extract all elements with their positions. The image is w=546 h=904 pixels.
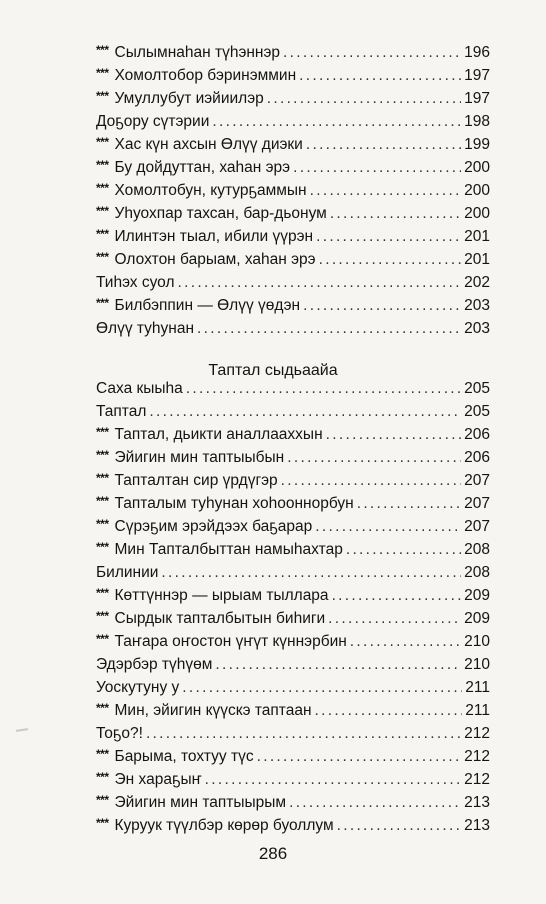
dot-leader (283, 42, 461, 64)
dot-leader (332, 585, 462, 607)
toc-entry (96, 401, 490, 423)
toc-entry (96, 226, 490, 248)
entry-title: Тапталтан сир үрдүгэр (114, 472, 278, 489)
entry-page-number: 210 (464, 633, 490, 650)
entry-stars: *** (96, 66, 109, 80)
dot-leader (299, 65, 461, 87)
entry-title: Умуллубут иэйиилэр (114, 90, 264, 107)
toc-entry (96, 516, 490, 538)
dot-leader (315, 700, 463, 722)
entry-stars: *** (96, 770, 109, 784)
toc-entry (96, 677, 490, 699)
entry-page-number: 198 (464, 113, 490, 130)
entry-stars: *** (96, 296, 109, 310)
toc-entry (96, 424, 490, 446)
entry-page-number: 209 (464, 587, 490, 604)
entry-page-number: 199 (464, 136, 490, 153)
entry-page-number: 210 (464, 656, 490, 673)
entry-stars: *** (96, 816, 109, 830)
entry-title: Эдэрбэр түһүөм (96, 656, 213, 673)
entry-page-number: 211 (465, 679, 490, 696)
entry-page-number: 206 (464, 426, 490, 443)
entry-title: Эйигин мин таптыырым (114, 794, 287, 811)
dot-leader (215, 654, 461, 676)
entry-page-number: 203 (464, 297, 490, 314)
toc-entry (96, 815, 490, 837)
entry-title: Мин, эйигин күүскэ таптаан (114, 702, 312, 719)
toc-entry (96, 295, 490, 317)
entry-stars: *** (96, 494, 109, 508)
toc-entry (96, 111, 490, 133)
toc-entry (96, 746, 490, 768)
entry-page-number: 196 (464, 44, 490, 61)
entry-stars: *** (96, 701, 109, 715)
entry-title: Уоскутуну у (96, 679, 180, 696)
entry-page-number: 211 (465, 702, 490, 719)
entry-stars: *** (96, 425, 109, 439)
dot-leader (326, 424, 461, 446)
entry-title: Эн хараҕыҥ (114, 771, 202, 788)
entry-title: Тиһэх суол (96, 274, 175, 291)
entry-title: Таптал, дьикти аналлааххын (114, 426, 323, 443)
dot-leader (257, 746, 462, 768)
entry-stars: *** (96, 43, 109, 57)
entry-title: Хомолтобун, кутурҕаммын (114, 182, 307, 199)
dot-leader (315, 516, 461, 538)
dot-leader (186, 378, 461, 400)
toc-entry (96, 792, 490, 814)
entry-stars: *** (96, 609, 109, 623)
entry-page-number: 197 (464, 90, 490, 107)
toc-entry (96, 447, 490, 469)
toc-entry (96, 88, 490, 110)
entry-title: Олохтон барыам, хаһан эрэ (114, 251, 316, 268)
entry-page-number: 202 (464, 274, 490, 291)
dot-leader (310, 180, 462, 202)
entry-stars: *** (96, 135, 109, 149)
toc-entry (96, 585, 490, 607)
entry-title: Эйигин мин таптыыбын (114, 449, 285, 466)
entry-title: Хомолтобор бэринэммин (114, 67, 297, 84)
toc-entry (96, 539, 490, 561)
entry-stars: *** (96, 227, 109, 241)
dot-leader (267, 88, 461, 110)
dot-leader (337, 815, 462, 837)
entry-stars: *** (96, 793, 109, 807)
toc-entry (96, 318, 490, 340)
entry-page-number: 200 (464, 182, 490, 199)
entry-title: Бу дойдуттан, хаһан эрэ (114, 159, 291, 176)
dot-leader (287, 447, 461, 469)
entry-title: Саха кыыһа (96, 380, 183, 397)
entry-page-number: 207 (464, 472, 490, 489)
entry-stars: *** (96, 517, 109, 531)
toc-entry (96, 249, 490, 271)
dot-leader (293, 157, 461, 179)
dot-leader (205, 769, 461, 791)
entry-stars: *** (96, 540, 109, 554)
toc-entry (96, 723, 490, 745)
toc-entry (96, 134, 490, 156)
dot-leader (197, 318, 461, 340)
entry-stars: *** (96, 747, 109, 761)
dot-leader (161, 562, 461, 584)
entry-title: Тапталым туһунан хоһооннорбун (114, 495, 354, 512)
entry-page-number: 213 (464, 817, 490, 834)
entry-title: Таҥара оҥостон үҥүт күннэрбин (114, 633, 347, 650)
entry-page-number: 205 (464, 403, 490, 420)
entry-page-number: 213 (464, 794, 490, 811)
toc-entry (96, 157, 490, 179)
toc-entry (96, 654, 490, 676)
toc-entry (96, 272, 490, 294)
dot-leader (178, 272, 462, 294)
page-number: 286 (258, 844, 288, 863)
entry-stars: *** (96, 448, 109, 462)
dot-leader (330, 203, 461, 225)
entry-stars: *** (96, 586, 109, 600)
dot-leader (306, 134, 461, 156)
entry-page-number: 212 (464, 771, 490, 788)
dot-leader (146, 723, 461, 745)
toc-entry (96, 631, 490, 653)
entry-title: Мин Тапталбыттан намыһахтар (114, 541, 343, 558)
entry-page-number: 200 (464, 159, 490, 176)
entry-title: Билбэппин — Өлүү үөдэн (114, 297, 301, 314)
entry-title: Өлүү туһунан (96, 320, 195, 337)
dot-leader (303, 295, 461, 317)
toc-entry (96, 42, 490, 64)
dot-leader (281, 470, 461, 492)
entry-stars: *** (96, 632, 109, 646)
entry-page-number: 207 (464, 518, 490, 535)
entry-title: Доҕору сүтэрии (96, 113, 210, 130)
toc-entry (96, 493, 490, 515)
entry-title: Тоҕо?! (96, 725, 143, 742)
toc-entry (96, 700, 490, 722)
dot-leader (289, 792, 461, 814)
entry-title: Сырдык тапталбытын биһиги (114, 610, 326, 627)
entry-page-number: 201 (464, 228, 490, 245)
section-heading: Таптал сыдьаайа (208, 362, 338, 379)
scan-mark (16, 728, 28, 732)
toc-entry (96, 470, 490, 492)
entry-stars: *** (96, 250, 109, 264)
entry-title: Барыма, тохтуу түс (114, 748, 254, 765)
toc-entry (96, 378, 490, 400)
entry-page-number: 209 (464, 610, 490, 627)
dot-leader (328, 608, 461, 630)
toc-entry (96, 180, 490, 202)
dot-leader (350, 631, 461, 653)
entry-page-number: 207 (464, 495, 490, 512)
toc-entry (96, 562, 490, 584)
entry-stars: *** (96, 89, 109, 103)
entry-title: Хас күн ахсын Өлүү диэки (114, 136, 303, 153)
dot-leader (319, 249, 462, 271)
entry-title: Билинии (96, 564, 159, 581)
entry-page-number: 203 (464, 320, 490, 337)
toc-entry (96, 769, 490, 791)
entry-page-number: 200 (464, 205, 490, 222)
dot-leader (357, 493, 461, 515)
entry-page-number: 201 (464, 251, 490, 268)
entry-title: Көттүннэр — ырыам тыллара (114, 587, 329, 604)
dot-leader (212, 111, 461, 133)
entry-page-number: 212 (464, 748, 490, 765)
entry-stars: *** (96, 158, 109, 172)
entry-title: Таптал (96, 403, 147, 420)
entry-title: Илинтэн тыал, ибили үүрэн (114, 228, 314, 245)
entry-page-number: 205 (464, 380, 490, 397)
toc-entry (96, 203, 490, 225)
entry-stars: *** (96, 471, 109, 485)
entry-title: Сылымнаһан түһэннэр (114, 44, 281, 61)
entry-title: Куруук түүлбэр көрөр буоллум (114, 817, 334, 834)
dot-leader (182, 677, 462, 699)
entry-page-number: 208 (464, 541, 490, 558)
toc-entry (96, 608, 490, 630)
entry-stars: *** (96, 181, 109, 195)
dot-leader (316, 226, 461, 248)
dot-leader (149, 401, 461, 423)
toc-entry (96, 65, 490, 87)
entry-page-number: 212 (464, 725, 490, 742)
entry-stars: *** (96, 204, 109, 218)
entry-title: Уһуохпар тахсан, бар-дьонум (114, 205, 327, 222)
dot-leader (346, 539, 461, 561)
entry-page-number: 197 (464, 67, 490, 84)
entry-page-number: 206 (464, 449, 490, 466)
entry-page-number: 208 (464, 564, 490, 581)
entry-title: Сүрэҕим эрэйдээх баҕарар (114, 518, 313, 535)
